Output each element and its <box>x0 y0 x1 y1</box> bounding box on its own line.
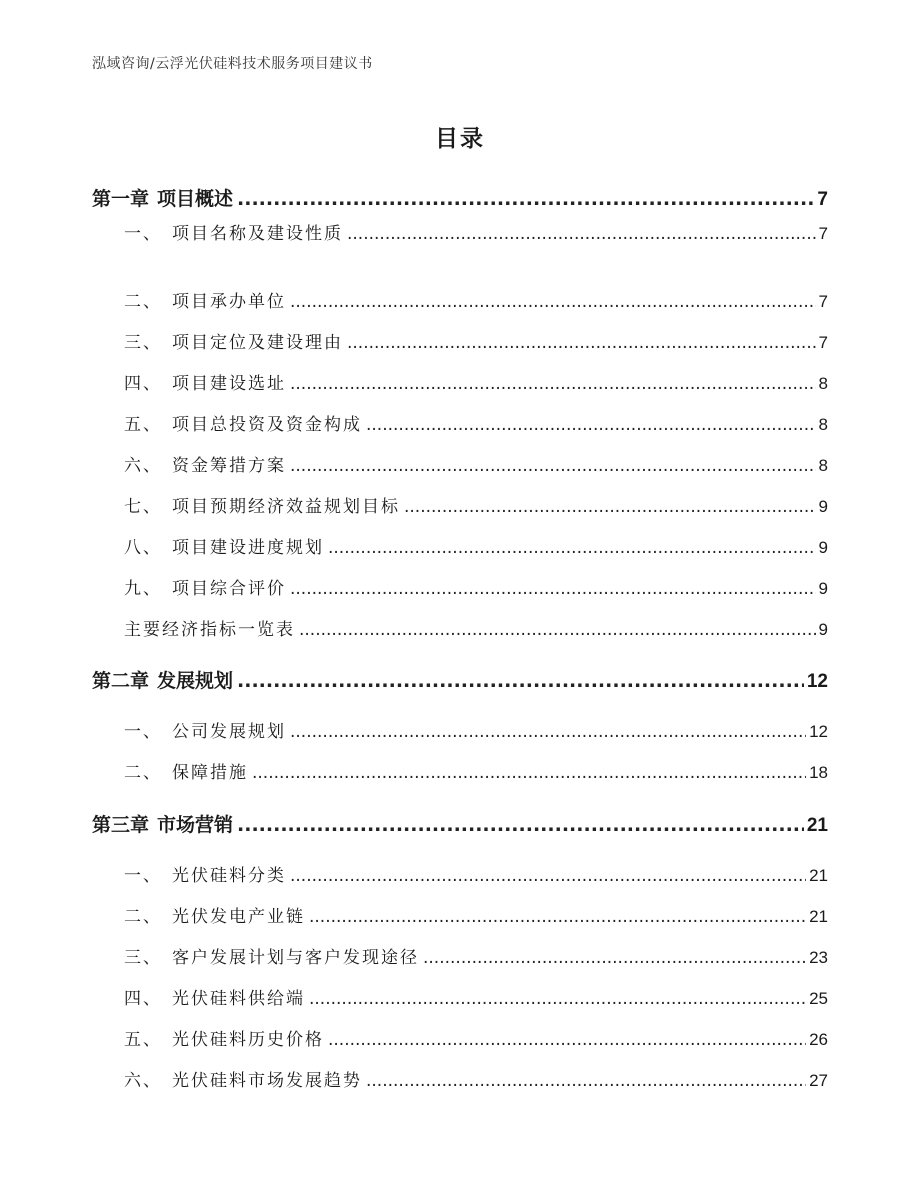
toc-item[interactable] <box>124 369 828 394</box>
running-header: 泓域咨询/云浮光伏硅料技术服务项目建议书 <box>92 56 373 72</box>
toc-leader-dots <box>290 579 816 599</box>
toc-item[interactable] <box>124 984 828 1009</box>
page-title: 目录 <box>435 126 485 152</box>
toc-leader-dots <box>290 374 816 394</box>
toc-page-number: 8 <box>818 456 828 475</box>
toc-leader-dots <box>366 1071 806 1091</box>
toc-chapter-number: 第一章 <box>92 188 150 210</box>
toc-item[interactable] <box>124 758 828 783</box>
toc-item-number: 五、 <box>124 415 162 435</box>
toc-item-title: 项目综合评价 <box>172 579 286 599</box>
toc-item-number: 四、 <box>124 374 162 394</box>
toc-chapter-3[interactable] <box>92 810 828 837</box>
toc-item-title: 项目承办单位 <box>172 292 286 312</box>
toc-leader-dots <box>347 333 816 353</box>
toc-leader-dots <box>237 188 814 210</box>
toc-leader-dots <box>237 670 804 692</box>
toc-item[interactable] <box>124 943 828 968</box>
toc-item-number: 四、 <box>124 989 162 1009</box>
toc-item-title: 光伏硅料分类 <box>172 866 286 886</box>
toc-page-number: 23 <box>809 948 828 967</box>
toc-page-number: 21 <box>809 866 828 885</box>
toc-item-title: 客户发展计划与客户发现途径 <box>172 948 419 968</box>
toc-page-number: 12 <box>806 671 828 692</box>
toc-item-number: 六、 <box>124 1071 162 1091</box>
toc-item[interactable] <box>124 492 828 517</box>
toc-item[interactable] <box>124 219 828 244</box>
toc-item-title: 项目预期经济效益规划目标 <box>172 497 400 517</box>
toc-item-title: 保障措施 <box>172 763 248 783</box>
toc-item-title: 光伏硅料市场发展趋势 <box>172 1071 362 1091</box>
toc-page-number: 8 <box>818 374 828 393</box>
toc-item[interactable] <box>124 533 828 558</box>
toc-item-title: 项目建设选址 <box>172 374 286 394</box>
toc-item-number: 五、 <box>124 1030 162 1050</box>
toc-chapter-title: 市场营销 <box>157 814 234 836</box>
toc-leader-dots <box>366 415 816 435</box>
toc-item-title: 主要经济指标一览表 <box>124 620 295 640</box>
toc-item[interactable] <box>124 574 828 599</box>
toc-page-number: 26 <box>809 1030 828 1049</box>
toc-leader-dots <box>237 814 804 836</box>
toc-page-number: 9 <box>818 538 828 557</box>
toc-item[interactable] <box>124 717 828 742</box>
toc-item-title: 光伏发电产业链 <box>172 907 305 927</box>
toc-page-number: 9 <box>818 579 828 598</box>
toc-page-number: 8 <box>818 415 828 434</box>
toc-chapter-number: 第三章 <box>92 814 150 836</box>
header-rule <box>92 76 828 77</box>
toc-page-number: 7 <box>818 292 828 311</box>
toc-item[interactable] <box>124 287 828 312</box>
toc-page-number: 21 <box>809 907 828 926</box>
toc-page-number: 27 <box>809 1071 828 1090</box>
toc-leader-dots <box>423 948 806 968</box>
toc-item-number: 一、 <box>124 722 162 742</box>
toc-item[interactable] <box>124 861 828 886</box>
toc-item-number: 一、 <box>124 224 162 244</box>
toc-item[interactable] <box>124 615 828 640</box>
toc-item[interactable] <box>124 1025 828 1050</box>
toc-chapter-number: 第二章 <box>92 670 150 692</box>
toc-item-number: 一、 <box>124 866 162 886</box>
toc-item[interactable] <box>124 410 828 435</box>
toc-leader-dots <box>404 497 816 517</box>
toc-leader-dots <box>309 989 806 1009</box>
toc-page-number: 9 <box>818 497 828 516</box>
toc-chapter-title: 项目概述 <box>157 188 234 210</box>
toc-item-number: 六、 <box>124 456 162 476</box>
toc-item-title: 项目名称及建设性质 <box>172 224 343 244</box>
toc-leader-dots <box>290 292 816 312</box>
toc-chapter-1[interactable] <box>92 184 828 211</box>
toc-item-number: 三、 <box>124 333 162 353</box>
toc-page-number: 7 <box>818 224 828 243</box>
toc-page-number: 9 <box>818 620 828 639</box>
toc-item-title: 项目总投资及资金构成 <box>172 415 362 435</box>
toc-item-title: 资金筹措方案 <box>172 456 286 476</box>
toc-leader-dots <box>309 907 806 927</box>
toc-item-number: 七、 <box>124 497 162 517</box>
toc-item-title: 光伏硅料历史价格 <box>172 1030 324 1050</box>
toc-leader-dots <box>347 224 816 244</box>
toc-leader-dots <box>290 866 806 886</box>
toc-item-number: 九、 <box>124 579 162 599</box>
toc-leader-dots <box>328 538 816 558</box>
toc-leader-dots <box>299 620 816 640</box>
toc-item[interactable] <box>124 902 828 927</box>
toc-item-title: 项目定位及建设理由 <box>172 333 343 353</box>
toc-leader-dots <box>252 763 806 783</box>
toc-item-number: 二、 <box>124 292 162 312</box>
toc-page-number: 7 <box>818 333 828 352</box>
toc-item-number: 二、 <box>124 907 162 927</box>
toc-page-number: 21 <box>806 815 828 836</box>
toc-page-number: 12 <box>809 722 828 741</box>
toc-item[interactable] <box>124 1066 828 1091</box>
toc-item[interactable] <box>124 451 828 476</box>
toc-leader-dots <box>328 1030 806 1050</box>
toc-page-number: 25 <box>809 989 828 1008</box>
toc-item[interactable] <box>124 328 828 353</box>
toc-item-number: 三、 <box>124 948 162 968</box>
toc-chapter-title: 发展规划 <box>157 670 234 692</box>
toc-leader-dots <box>290 722 806 742</box>
toc-item-title: 光伏硅料供给端 <box>172 989 305 1009</box>
toc-item-number: 二、 <box>124 763 162 783</box>
toc-item-title: 项目建设进度规划 <box>172 538 324 558</box>
toc-page-number: 18 <box>809 763 828 782</box>
toc-page-number: 7 <box>817 189 828 210</box>
toc-item-number: 八、 <box>124 538 162 558</box>
toc-chapter-2[interactable] <box>92 666 828 693</box>
toc-item-title: 公司发展规划 <box>172 722 286 742</box>
toc-leader-dots <box>290 456 816 476</box>
